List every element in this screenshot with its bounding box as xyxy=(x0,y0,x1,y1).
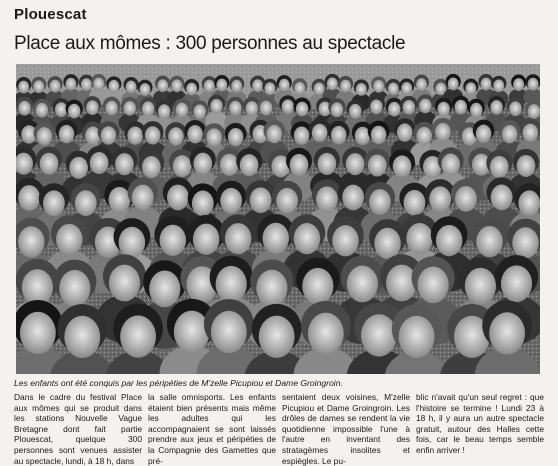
article-column-1 xyxy=(14,392,142,466)
crowd-photo xyxy=(16,64,540,374)
article-headline: Place aux mômes : 300 personnes au spectacle xyxy=(14,33,406,54)
article-text: sentaient deux voisines, M'zelle Picupiou et Dame Groingroin. Les drôles de dames se rendent la vie quotidienne impossible l'une à l'autre en inventant des stratagèmes insolites et espiègles. Le pu- xyxy=(282,392,410,466)
photo-caption: Les enfants ont été conquis par les péripéties de M'zelle Picupiou et Dame Groingroin. xyxy=(14,378,343,388)
article-dateline: Plouescat xyxy=(14,6,87,23)
article-text: blic n'avait qu'un seul regret : que l'histoire se termine ! Lundi 23 à 18 h, il y aura un autre spectacle gratuit, autour des Halles cette fois, car le beau temps semble enfin arriver ! xyxy=(416,392,544,455)
article-column-2 xyxy=(148,392,276,466)
article-body xyxy=(14,392,544,466)
crowd-photo-illustration xyxy=(16,64,540,374)
article-text: Dans le cadre du festival Place aux mômes qui se produit dans les stations Nouvelle Vague Bretagne dont fait partie Plouescat, quelque 300 personnes sont venues assister au spectacle, lundi, à 18 h, dans xyxy=(14,392,142,466)
article-column-3 xyxy=(282,392,410,466)
article-column-4 xyxy=(416,392,544,466)
article-text: la salle omnisports. Les enfants étaient bien présents mais même les adultes qui les accompagnaient se sont laissés prendre aux jeux et péripéties de la Compagnie des Gamettes que pré- xyxy=(148,392,276,466)
